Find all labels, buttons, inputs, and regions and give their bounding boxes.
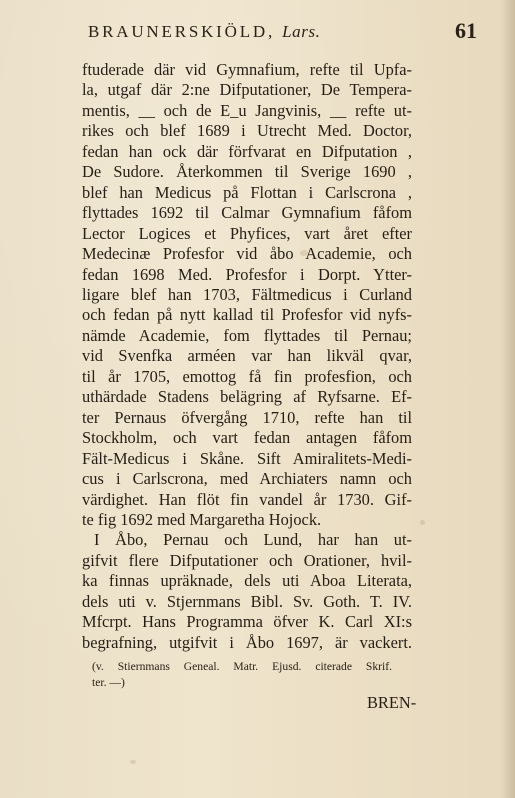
text-line: värdighet. Han flöt fin vandel år 1730. Gif- (82, 489, 412, 509)
paper-spot (420, 520, 425, 525)
text-line: vid Svenfka arméen var han likväl qvar, (82, 346, 412, 366)
text-line: til år 1705, emottog få fin profesfion, och (82, 366, 412, 386)
text-line: fedan han ock där förfvarat en Difputation , (82, 141, 412, 161)
text-line: gifvit flere Difputationer och Orationer, hvil- (82, 550, 412, 570)
footnote-line: (v. Stiernmans Geneal. Matr. Ejusd. citerade Skrif. (92, 660, 392, 673)
text-line: ftuderade där vid Gymnafium, refte til Upfa- (82, 60, 412, 79)
catchword: BREN- (367, 693, 417, 712)
running-head-forename: Lars. (282, 22, 321, 41)
text-line: uthärdade Stadens belägring af Ryfsarne. Ef- (82, 387, 412, 407)
text-line: Mfcrpt. Hans Programma öfver K. Carl XI:s (82, 612, 412, 632)
text-line: dels uti v. Stjernmans Bibl. Sv. Goth. T. IV. (82, 591, 412, 611)
text-line: cus i Carlscrona, med Archiaters namn och (82, 469, 412, 489)
running-head-name: BRAUNERSKIÖLD, (88, 22, 276, 41)
text-line: blef han Medicus på Flottan i Carlscrona , (82, 182, 412, 202)
page-number: 61 (455, 18, 477, 43)
text-line: Medecinæ Profesfor vid åbo Academie, och (82, 244, 412, 264)
text-line: och fedan på nytt kallad til Profesfor vid nyfs- (82, 305, 412, 325)
running-head-title (88, 22, 321, 42)
text-line: rikes och blef 1689 i Utrecht Med. Doctor, (82, 121, 412, 141)
text-line: Fält-Medicus i Skåne. Sift Amiralitets-Medi- (82, 448, 412, 468)
running-head (70, 18, 477, 44)
text-line: I Åbo, Pernau och Lund, har han ut- (94, 530, 412, 550)
text-line: Lector Logices et Phyfices, vart året efter (82, 223, 412, 243)
footnote-line: ter. —) (92, 676, 125, 689)
text-line: mentis, __ och de E_u Jangvinis, __ refte ut- (82, 100, 412, 120)
text-line: la, utgaf där 2:ne Difputationer, De Tempera- (82, 80, 412, 100)
text-line: fedan 1698 Med. Profesfor i Dorpt. Ytter- (82, 264, 412, 284)
text-line: nämde Academie, fom flyttades til Pernau; (82, 325, 412, 345)
text-line: ter Pernaus öfvergång 1710, refte han til (82, 407, 412, 427)
text-line: te fig 1692 med Margaretha Hojock. (82, 509, 322, 529)
text-line: ka finnas upräknade, dels uti Aboa Literata, (82, 571, 412, 591)
footnote (92, 659, 392, 691)
text-line: De Sudore. Återkommen til Sverige 1690 , (82, 162, 412, 182)
paper-spot (130, 760, 136, 764)
main-text (82, 60, 412, 653)
text-line: Stockholm, och vart fedan antagen fåfom (82, 428, 412, 448)
text-line: begrafning, utgifvit i Åbo 1697, är vackert. (82, 632, 412, 652)
text-line: flyttades 1692 til Calmar Gymnafium fåfom (82, 203, 412, 223)
text-line: ligare blef han 1703, Fältmedicus i Curland (82, 284, 412, 304)
